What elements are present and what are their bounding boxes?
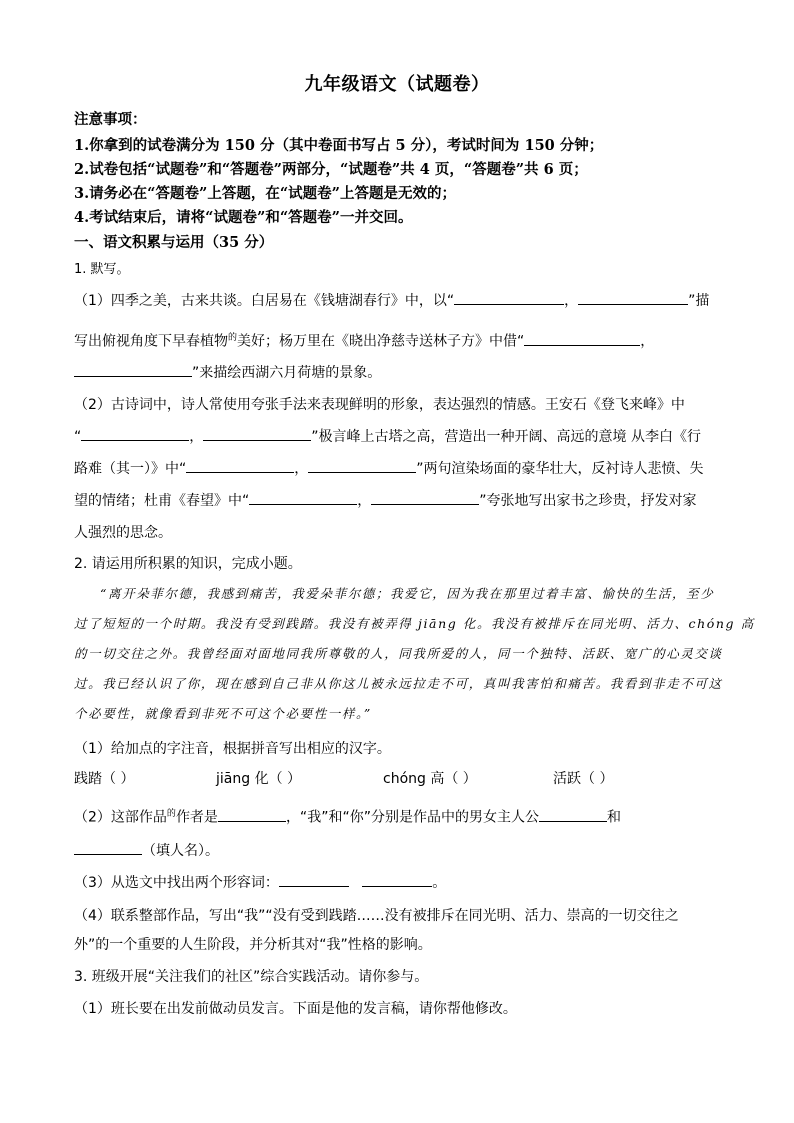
notice-item-4: 4.考试结束后，请将“试题卷”和“答题卷”一并交回。: [74, 209, 413, 226]
answer-blank[interactable]: [81, 426, 189, 441]
answer-blank[interactable]: [279, 872, 349, 887]
answer-blank[interactable]: [249, 490, 357, 505]
q2-sub4-line1: （4）联系整部作品，写出“我”“没有受到践踏……没有被排斥在同光明、活力、崇高的一切交往之: [74, 908, 679, 924]
pinyin-item-1[interactable]: 践踏（ ）: [74, 771, 135, 787]
q1-p2-line3: 路难（其一）》中“ ， ”两句渲染场面的豪华壮大，反衬诗人悲愤、失: [74, 458, 704, 478]
notice-item-2: 2.试卷包括“试题卷”和“答题卷”两部分，“试题卷”共 4 页，“答题卷”共 6 页；: [74, 161, 588, 178]
q1-p1-line2: 写出俯视角度下早春植物$^的$美好；杨万里在《晓出净慈寺送林子方》中借“ ，: [74, 330, 654, 351]
pinyin-item-2[interactable]: jiāng 化（ ）: [216, 771, 302, 787]
notice-item-3: 3.请务必在“答题卷”上答题，在“试题卷”上答题是无效的；: [74, 185, 456, 202]
answer-blank[interactable]: [454, 290, 564, 305]
answer-blank[interactable]: [186, 458, 294, 473]
q2-sub4-line2: 外”的一个重要的人生阶段，并分析其对“我”性格的影响。: [74, 937, 432, 953]
q3-sub1: （1）班长要在出发前做动员发言。下面是他的发言稿，请你帮他修改。: [74, 1001, 517, 1017]
q1-p2-line4: 望的情绪；杜甫《春望》中“ ， ”夸张地写出家书之珍贵，抒发对家: [74, 490, 697, 510]
passage-line-3: 的一切交往之外。我曾经面对面地同我所尊敬的人，同我所爱的人，同一个独特、活跃、宽广的心灵交谈: [74, 646, 723, 661]
q2-sub2-line2: （填人名）。: [74, 840, 219, 860]
answer-blank[interactable]: [308, 458, 416, 473]
answer-blank[interactable]: [539, 807, 607, 822]
q1-p1-line3: ”来描绘西湖六月荷塘的景象。: [74, 362, 381, 382]
pinyin-item-4[interactable]: 活跃（ ）: [553, 771, 614, 787]
passage-line-4: 过。我已经认识了你，现在感到自己非从你这儿被永远拉走不可，真叫我害怕和痛苦。我看到非走不可这: [74, 676, 723, 691]
notice-heading: 注意事项：: [74, 111, 147, 128]
passage-line-5: 个必要性，就像看到非死不可这个必要性一样。”: [74, 706, 372, 721]
q1-label: 1. 默写。: [74, 262, 130, 277]
passage-line-1: “离开朵菲尔德，我感到痛苦，我爱朵菲尔德；我爱它，因为我在那里过着丰富、愉快的生活，至少: [100, 586, 715, 601]
pinyin-item-3[interactable]: chóng 高（ ）: [383, 771, 477, 787]
passage-line-2: 过了短短的一个时期。我没有受到践踏。我没有被弄得 jiāng 化。我没有被排斥在同光明、活力、chóng 高: [74, 616, 755, 631]
answer-blank[interactable]: [74, 362, 192, 377]
section-heading: 一、语文积累与运用（35 分）: [74, 234, 274, 251]
q1-p2-line1: （2）古诗词中，诗人常使用夸张手法来表现鲜明的形象，表达强烈的情感。王安石《登飞来峰》中: [74, 397, 685, 413]
q2-sub2-line1: （2）这部作品$^的$作者是 ，“我”和“你”分别是作品中的男女主人公 和: [74, 806, 621, 827]
page-title: 九年级语文（试题卷）: [304, 74, 490, 95]
q1-p2-line2: “ ， ”极言峰上古塔之高，营造出一种开阔、高远的意境 从李白《行: [74, 426, 701, 446]
answer-blank[interactable]: [74, 840, 142, 855]
q1-p2-line5: 人强烈的思念。: [74, 525, 172, 541]
q2-label: 2. 请运用所积累的知识，完成小题。: [74, 556, 302, 572]
answer-blank[interactable]: [203, 426, 311, 441]
q2-sub1: （1）给加点的字注音，根据拼音写出相应的汉字。: [74, 741, 391, 757]
answer-blank[interactable]: [371, 490, 479, 505]
answer-blank[interactable]: [362, 872, 432, 887]
q3-label: 3. 班级开展“关注我们的社区”综合实践活动。请你参与。: [74, 969, 429, 985]
q2-sub3: （3）从选文中找出两个形容词： 。: [74, 872, 446, 892]
q1-p1-line1: （1）四季之美，古来共谈。白居易在《钱塘湖春行》中，以“ ， ”描: [74, 290, 709, 310]
answer-blank[interactable]: [524, 331, 640, 346]
notice-item-1: 1.你拿到的试卷满分为 150 分（其中卷面书写占 5 分），考试时间为 150 分钟；: [74, 137, 604, 154]
answer-blank[interactable]: [578, 290, 688, 305]
answer-blank[interactable]: [218, 807, 286, 822]
